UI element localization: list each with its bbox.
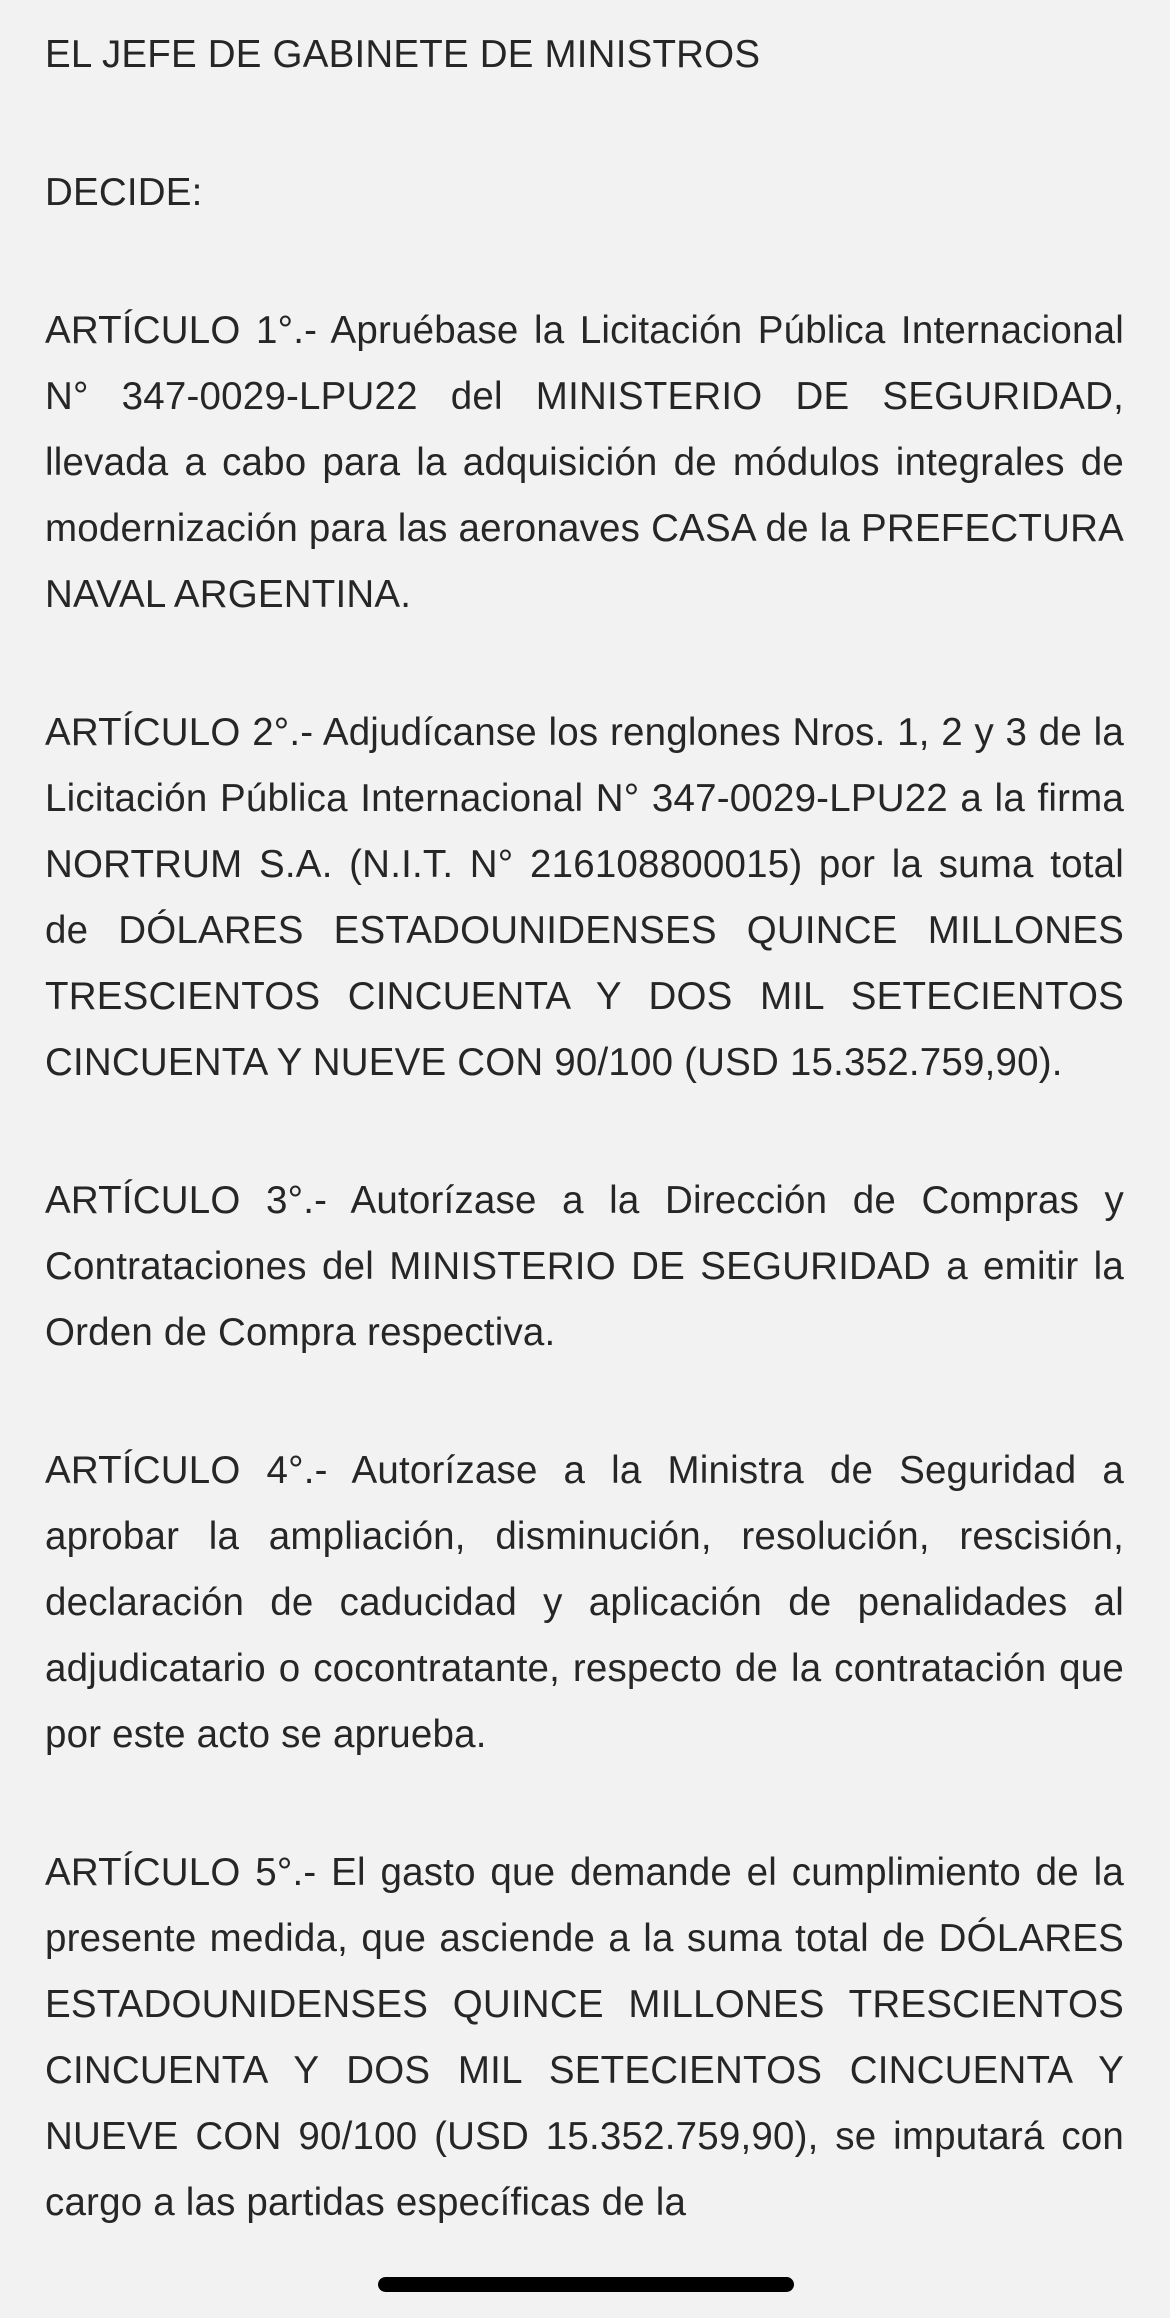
article-5: ARTÍCULO 5°.- El gasto que demande el cumplimiento de la presente medida, que asciende a la suma total de DÓLARES ESTADOUNIDENSES QUINCE MILLONES TRESCIENTOS CINCUENTA Y DOS MIL SETECIENTOS CINCUENTA Y NUEVE CON 90/100 (USD 15.352.759,90), se imputará con cargo a las partidas específicas de la — [45, 1851, 1124, 2224]
article-3: ARTÍCULO 3°.- Autorízase a la Dirección de Compras y Contrataciones del MINISTERIO DE SEGURIDAD a emitir la Orden de Compra respectiva. — [45, 1179, 1124, 1354]
article-1: ARTÍCULO 1°.- Apruébase la Licitación Pública Internacional N° 347-0029-LPU22 del MINISTERIO DE SEGURIDAD, llevada a cabo para la adquisición de módulos integrales de modernización para las aeronaves CASA de la PREFECTURA NAVAL ARGENTINA. — [45, 309, 1124, 616]
article-2: ARTÍCULO 2°.- Adjudícanse los renglones Nros. 1, 2 y 3 de la Licitación Pública Internacional N° 347-0029-LPU22 a la firma NORTRUM S.A. (N.I.T. N° 216108800015) por la suma total de DÓLARES ESTADOUNIDENSES QUINCE MILLONES TRESCIENTOS CINCUENTA Y DOS MIL SETECIENTOS CINCUENTA Y NUEVE CON 90/100 (USD 15.352.759,90). — [45, 711, 1124, 1084]
article-4: ARTÍCULO 4°.- Autorízase a la Ministra de Seguridad a aprobar la ampliación, disminución, resolución, rescisión, declaración de caducidad y aplicación de penalidades al adjudicatario o cocontratante, respecto de la contratación que por este acto se aprueba. — [45, 1449, 1124, 1756]
decision-heading: DECIDE: — [45, 171, 203, 214]
home-indicator-bar[interactable] — [378, 2277, 794, 2292]
document-body — [45, 22, 1124, 2308]
document-heading: EL JEFE DE GABINETE DE MINISTROS — [45, 33, 761, 76]
